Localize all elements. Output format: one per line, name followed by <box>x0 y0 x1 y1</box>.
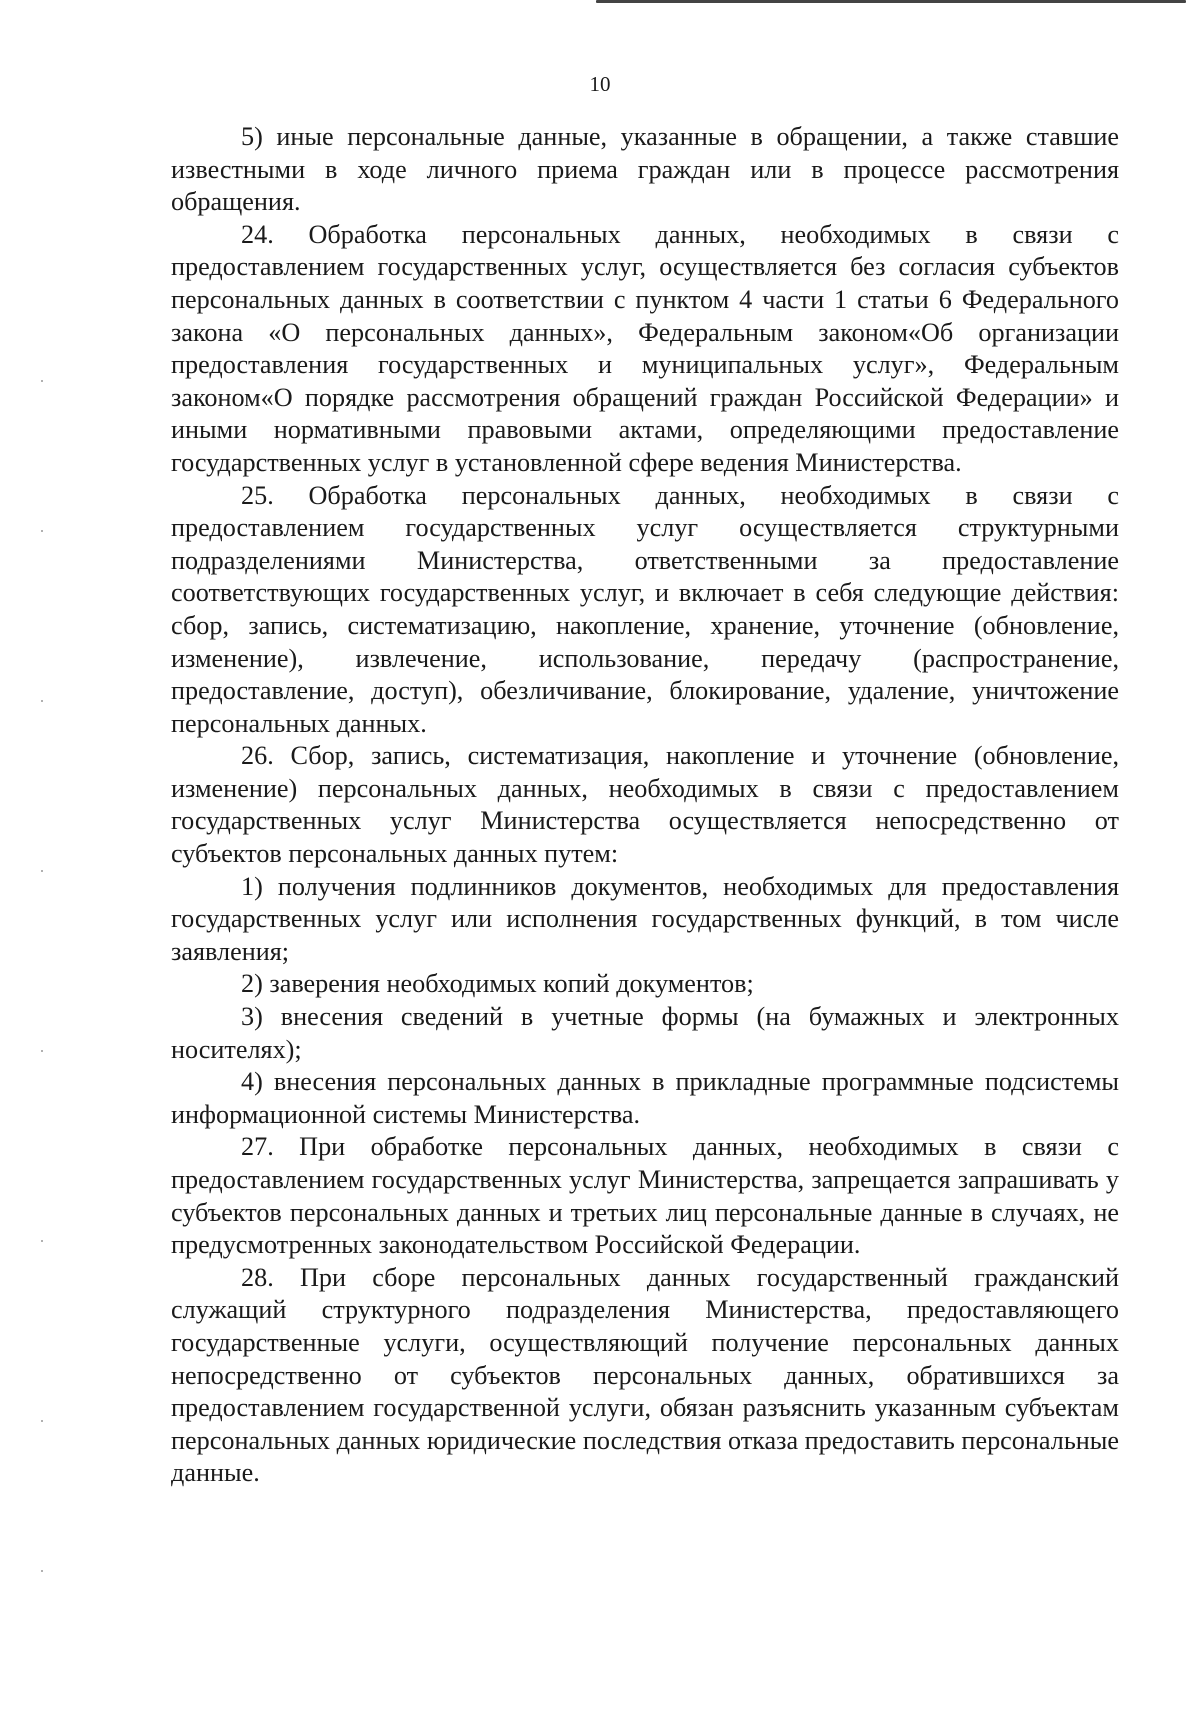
scan-speck <box>41 380 43 382</box>
scan-speck <box>41 700 43 702</box>
paragraph-clause-26-item-2: 2) заверения необходимых копий документов; <box>241 969 754 999</box>
paragraph-clause-26-item-3: 3) внесения сведений в учетные формы (на бумажных и электронных носителях); <box>171 1002 1119 1064</box>
scan-speck <box>41 530 43 532</box>
paragraph-clause-26-item-1: 1) получения подлинников документов, необходимых для предоставления государственных услуг или исполнения государственных функций, в том числе заявления; <box>171 871 1119 966</box>
page-number: 10 <box>589 72 611 96</box>
document-body <box>171 121 1119 1490</box>
paragraph-clause-28: 28. При сборе персональных данных государственный гражданский служащий структурного подразделения Министерства, предоставляющего государственные услуги, осуществляющий получение персональных данных непосредственно от субъектов персональных данных, обратившихся за предоставлением государственной услуги, обязан разъяснить указанным субъектам персональных данных юридические последствия отказа предоставить персональные данные. <box>171 1262 1119 1488</box>
top-scan-rule <box>596 0 1186 3</box>
scan-speck <box>41 1240 43 1242</box>
paragraph-clause-25: 25. Обработка персональных данных, необходимых в связи с предоставлением государственных услуг осуществляется структурными подразделениями Министерства, ответственными за предоставление соответствующих государственных услуг, и включает в себя следующие действия: сбор, запись, систематизацию, накопление, хранение, уточнение (обновление, изменение), извлечение, использование, передачу (распространение, предоставление, доступ), обезличивание, блокирование, удаление, уничтожение персональных данных. <box>171 480 1119 738</box>
scan-speck <box>41 1050 43 1052</box>
scan-speck <box>41 1420 43 1422</box>
paragraph-clause-26-item-4: 4) внесения персональных данных в прикладные программные подсистемы информационной системы Министерства. <box>171 1067 1119 1129</box>
paragraph-clause-26: 26. Сбор, запись, систематизация, накопление и уточнение (обновление, изменение) персональных данных, необходимых в связи с предоставлением государственных услуг Министерства осуществляется непосредственно от субъектов персональных данных путем: <box>171 741 1119 869</box>
paragraph-item-5: 5) иные персональные данные, указанные в обращении, а также ставшие известными в ходе личного приема граждан или в процессе рассмотрения обращения. <box>171 122 1119 217</box>
paragraph-clause-27: 27. При обработке персональных данных, необходимых в связи с предоставлением государственных услуг Министерства, запрещается запрашивать у субъектов персональных данных и третьих лиц персональные данные в случаях, не предусмотренных законодательством Российской Федерации. <box>171 1132 1119 1260</box>
scan-speck <box>41 870 43 872</box>
scan-speck <box>41 1570 43 1572</box>
paragraph-clause-24: 24. Обработка персональных данных, необходимых в связи с предоставлением государственных услуг, осуществляется без согласия субъектов персональных данных в соответствии с пунктом 4 части 1 статьи 6 Федерального закона «О персональных данных», Федеральным законом«Об организации предоставления государственных и муниципальных услуг», Федеральным законом«О порядке рассмотрения обращений граждан Российской Федерации» и иными нормативными правовыми актами, определяющими предоставление государственных услуг в установленной сфере ведения Министерства. <box>171 219 1119 477</box>
